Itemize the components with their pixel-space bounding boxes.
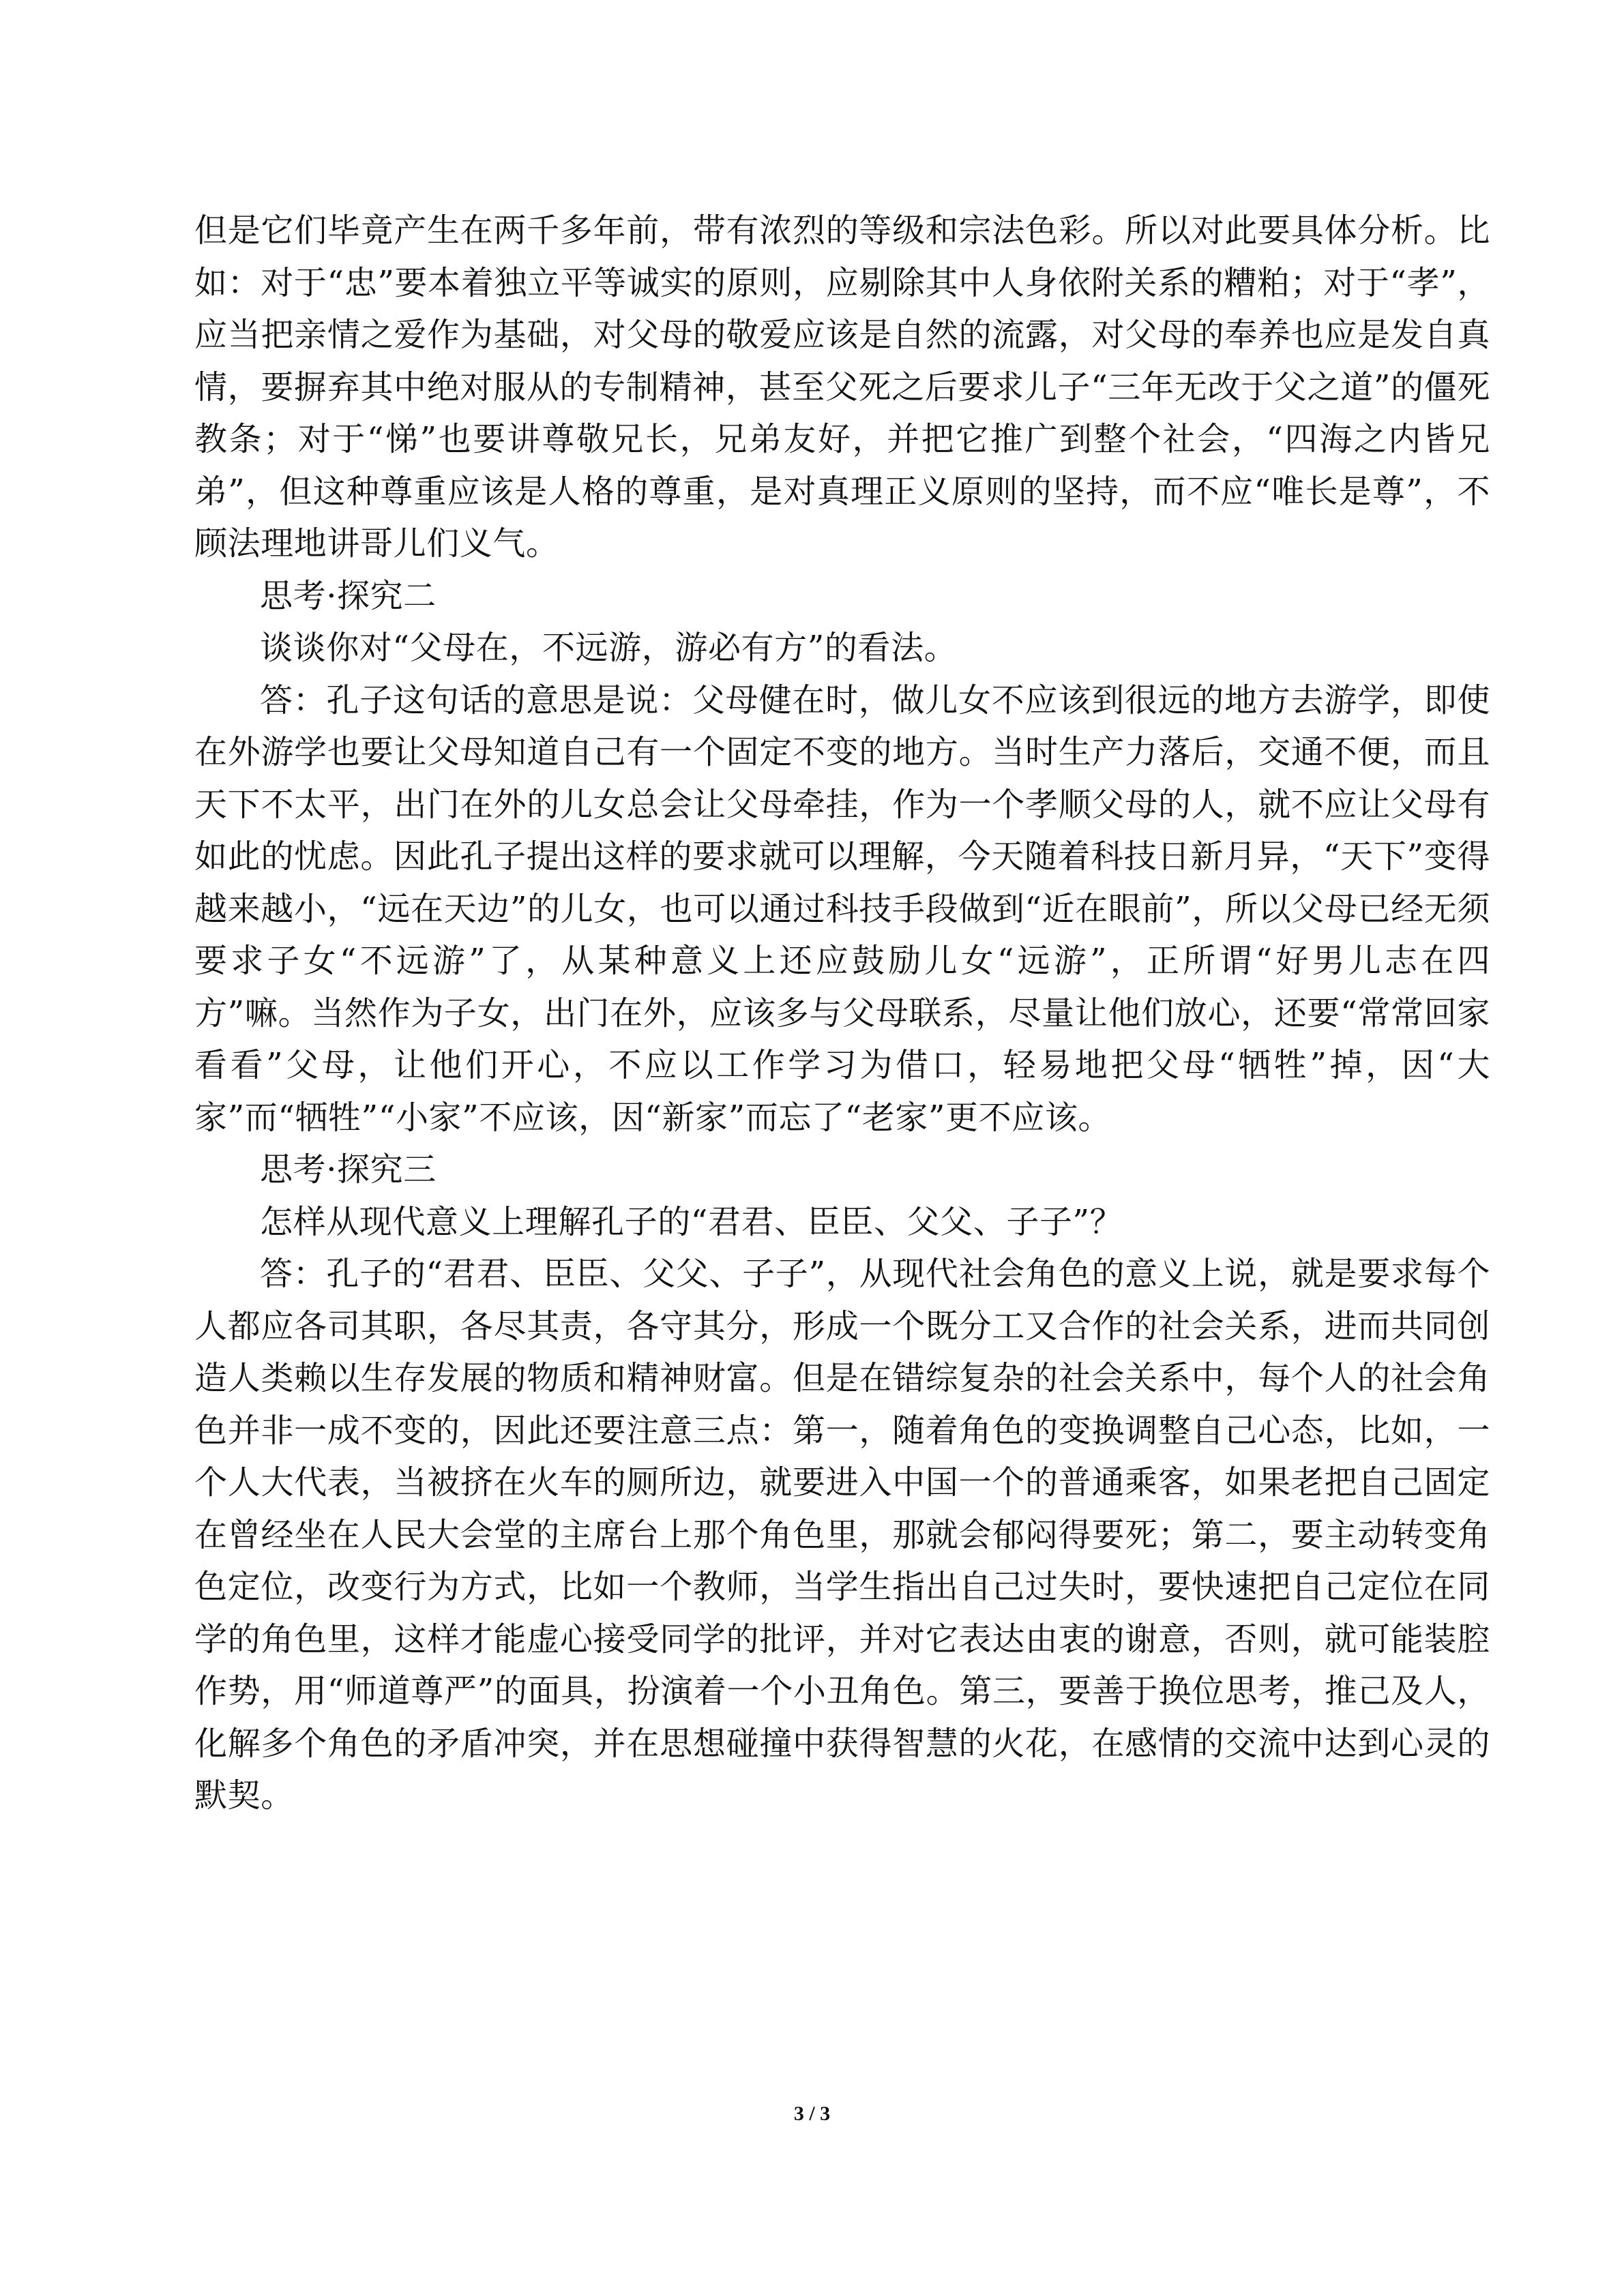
page-number: 3 / 3: [793, 2102, 831, 2125]
answer-paragraph: 答：孔子的“君君、臣臣、父父、子子”，从现代社会角色的意义上说，就是要求每个人都应各司其职，各尽其责，各守其分，形成一个既分工又合作的社会关系，进而共同创造人类赖以生存发展的物质和精神财富。但是在错综复杂的社会关系中，每个人的社会角色并非一成不变的，因此还要注意三点：第一，随着角色的变换调整自己心态，比如，一个人大代表，当被挤在火车的厕所边，就要进入中国一个的普通乘客，如果老把自己固定在曾经坐在人民大会堂的主席台上那个角色里，那就会郁闷得要死；第二，要主动转变角色定位，改变行为方式，比如一个教师，当学生指出自己过失时，要快速把自己定位在同学的角色里，这样才能虚心接受同学的批评，并对它表达由衷的谢意，否则，就可能装腔作势，用“师道尊严”的面具，扮演着一个小丑角色。第三，要善于换位思考，推己及人，化解多个角色的矛盾冲突，并在思想碰撞中获得智慧的火花，在感情的交流中达到心灵的默契。: [194, 1255, 1490, 1815]
section-heading-explore-3: 思考·探究三: [260, 1150, 437, 1189]
section-heading-explore-2: 思考·探究二: [260, 576, 437, 615]
document-body: [194, 205, 1490, 1822]
question-paragraph: 怎样从现代意义上理解孔子的“君君、臣臣、父父、子子”？: [260, 1202, 1123, 1241]
paragraph-continuation: 但是它们毕竟产生在两千多年前，带有浓烈的等级和宗法色彩。所以对此要具体分析。比如：对于“忠”要本着独立平等诚实的原则，应剔除其中人身依附关系的糟粕；对于“孝”，应当把亲情之爱作为基础，对父母的敬爱应该是自然的流露，对父母的奉养也应是发自真情，要摒弃其中绝对服从的专制精神，甚至父死之后要求儿子“三年无改于父之道”的僵死教条；对于“悌”也要讲尊敬兄长，兄弟友好，并把它推广到整个社会，“四海之内皆兄弟”，但这种尊重应该是人格的尊重，是对真理正义原则的坚持，而不应“唯长是尊”，不顾法理地讲哥儿们义气。: [194, 211, 1490, 563]
answer-paragraph: 答：孔子这句话的意思是说：父母健在时，做儿女不应该到很远的地方去游学，即使在外游学也要让父母知道自己有一个固定不变的地方。当时生产力落后，交通不便，而且天下不太平，出门在外的儿女总会让父母牵挂，作为一个孝顺父母的人，就不应让父母有如此的忧虑。因此孔子提出这样的要求就可以理解，今天随着科技日新月异，“天下”变得越来越小，“远在天边”的儿女，也可以通过科技手段做到“近在眼前”，所以父母已经无须要求子女“不远游”了，从某种意义上还应鼓励儿女“远游”，正所谓“好男儿志在四方”嘛。当然作为子女，出门在外，应该多与父母联系，尽量让他们放心，还要“常常回家看看”父母，让他们开心，不应以工作学习为借口，轻易地把父母“牺牲”掉，因“大家”而“牺牲”“小家”不应该，因“新家”而忘了“老家”更不应该。: [194, 681, 1490, 1137]
question-paragraph: 谈谈你对“父母在，不远游，游必有方”的看法。: [260, 629, 958, 667]
